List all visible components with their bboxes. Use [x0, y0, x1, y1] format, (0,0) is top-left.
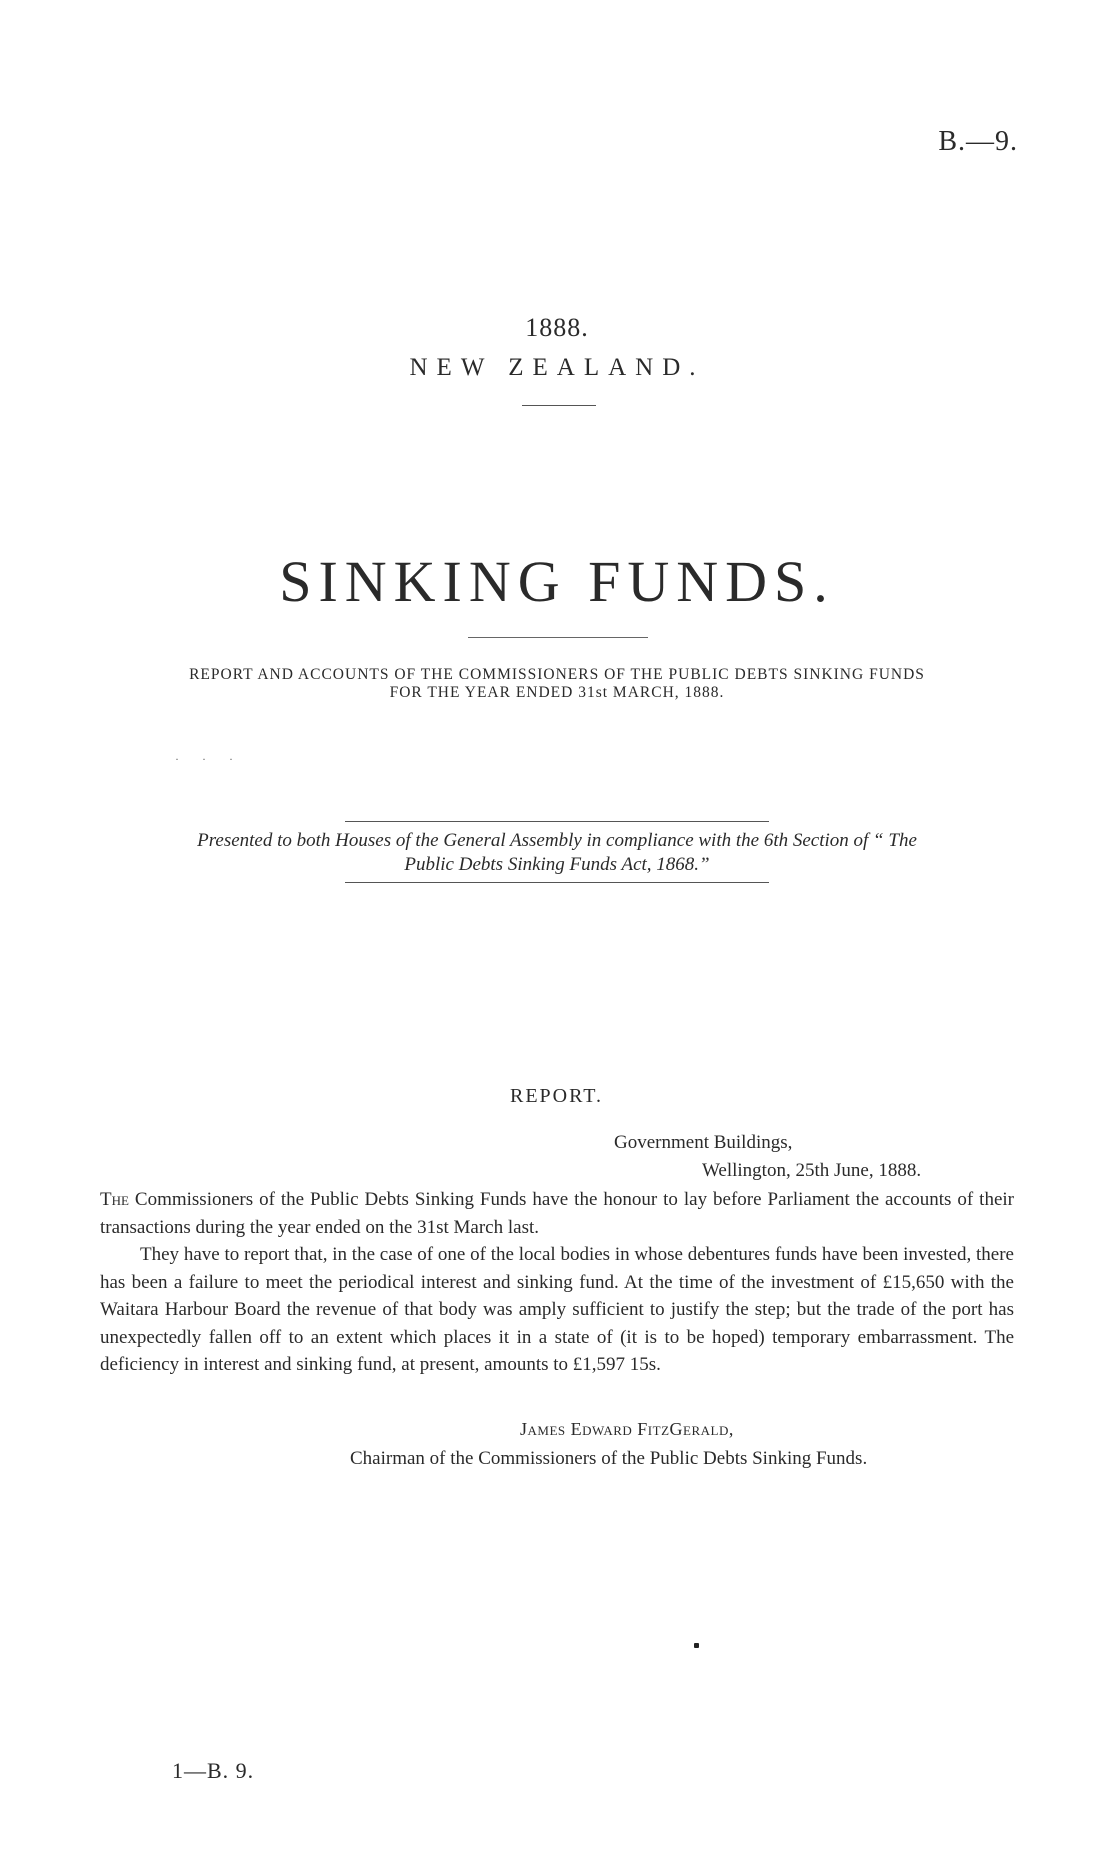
report-paragraph-2: They have to report that, in the case of one of the local bodies in whose debentures funds have been invested, there has been a failure to meet the periodical interest and sinking fund. At the time of the investment of £15,650 with the Waitara Harbour Board the revenue of that body was amply sufficient to justify the step; but the trade of the port has unexpectedly fallen off to an extent which places it in a state of (it is to be hoped) temporary embarrassment. The deficiency in interest and sinking fund, at present, amounts to £1,597 15s. [100, 1244, 1014, 1375]
document-subtitle [100, 666, 1014, 702]
report-heading: REPORT. [510, 1085, 603, 1107]
signatory-name-text: James Edward FitzGerald, [520, 1419, 734, 1439]
document-title: SINKING FUNDS. [279, 549, 835, 614]
title-divider [468, 637, 648, 638]
paragraph-lead-word: The [100, 1189, 129, 1210]
presented-rule-bottom [345, 882, 769, 883]
masthead-year: 1888. [525, 313, 589, 342]
subtitle-line-2: FOR THE YEAR ENDED 31st MARCH, 1888. [389, 684, 725, 701]
ink-speck [694, 1643, 699, 1648]
print-specks: · · · [175, 752, 243, 766]
presented-rule-top [345, 821, 769, 822]
presented-line-1: Presented to both Houses of the General Assembly in compliance with the 6th Section of “ The [197, 830, 917, 851]
address-line-1: Government Buildings, [614, 1132, 793, 1153]
masthead-divider [522, 405, 596, 406]
document-code: B.—9. [938, 126, 1018, 157]
page-reference: 1—B. 9. [172, 1758, 255, 1783]
address-line-2: Wellington, 25th June, 1888. [702, 1160, 922, 1181]
signatory-name [520, 1419, 734, 1440]
presented-line-2: Public Debts Sinking Funds Act, 1868.” [404, 854, 710, 875]
signatory-title: Chairman of the Commissioners of the Public Debts Sinking Funds. [350, 1448, 868, 1469]
report-paragraph-1 [100, 1186, 1014, 1241]
paragraph-1-text: Commissioners of the Public Debts Sinking Funds have the honour to lay before Parliament the accounts of their transactions during the year ended on the 31st March last. [100, 1189, 1014, 1238]
subtitle-line-1: REPORT AND ACCOUNTS OF THE COMMISSIONERS OF THE PUBLIC DEBTS SINKING FUNDS [189, 666, 925, 683]
masthead-country: NEW ZEALAND. [409, 354, 705, 381]
presented-note [100, 829, 1014, 877]
